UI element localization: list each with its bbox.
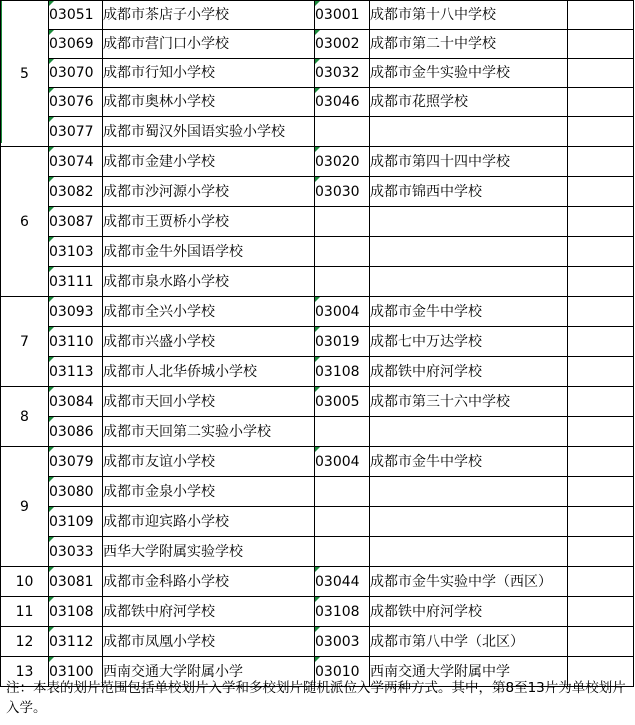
empty-cell[interactable]: [568, 327, 634, 357]
table-row: [1, 297, 634, 327]
table-row: [1, 177, 634, 207]
zone-number-cell[interactable]: 8: [1, 387, 49, 447]
empty-cell[interactable]: [568, 59, 634, 88]
empty-cell[interactable]: [568, 447, 634, 477]
empty-cell[interactable]: [568, 237, 634, 267]
primary-school-name-cell[interactable]: 成都市金泉小学校: [103, 477, 315, 507]
middle-school-code-cell[interactable]: 03010: [315, 657, 370, 687]
primary-school-name-cell[interactable]: 成都市金科路小学校: [103, 567, 315, 597]
middle-school-code-cell[interactable]: [315, 207, 370, 237]
primary-school-code-cell[interactable]: 03069: [49, 30, 103, 59]
empty-cell[interactable]: [568, 177, 634, 207]
middle-school-name-cell[interactable]: 成都市第十八中学校: [370, 1, 568, 30]
primary-school-name-cell[interactable]: 成都市人北华侨城小学校: [103, 357, 315, 387]
middle-school-code-cell[interactable]: [315, 507, 370, 537]
zone-number-cell[interactable]: 13: [1, 657, 49, 687]
table-row: [1, 387, 634, 417]
middle-school-code-cell[interactable]: 03032: [315, 59, 370, 88]
primary-school-name-cell[interactable]: 西南交通大学附属小学: [103, 657, 315, 687]
table-footnote: 注：本表的划片范围包括单校划片入学和多校划片随机派位入学两种方式。其中，第8至13片为单校划片入学。: [6, 680, 626, 716]
table-row: [1, 447, 634, 477]
table-row: [1, 417, 634, 447]
table-row: [1, 1, 634, 30]
middle-school-code-cell[interactable]: [315, 117, 370, 147]
empty-cell[interactable]: [568, 88, 634, 117]
primary-school-name-cell[interactable]: 成都市行知小学校: [103, 59, 315, 88]
primary-school-name-cell[interactable]: 成都市天回小学校: [103, 387, 315, 417]
primary-school-name-cell[interactable]: 成都市蜀汉外国语实验小学校: [103, 117, 315, 147]
empty-cell[interactable]: [568, 207, 634, 237]
primary-school-code-cell[interactable]: 03076: [49, 88, 103, 117]
middle-school-name-cell[interactable]: 成都市第二十中学校: [370, 30, 568, 59]
primary-school-name-cell[interactable]: 成都市泉水路小学校: [103, 267, 315, 297]
middle-school-name-cell[interactable]: 成都铁中府河学校: [370, 597, 568, 627]
table-row: [1, 267, 634, 297]
middle-school-code-cell[interactable]: 03002: [315, 30, 370, 59]
empty-cell[interactable]: [568, 417, 634, 447]
primary-school-name-cell[interactable]: 成都市沙河源小学校: [103, 177, 315, 207]
primary-school-code-cell[interactable]: 03108: [49, 597, 103, 627]
middle-school-name-cell[interactable]: [370, 207, 568, 237]
primary-school-code-cell[interactable]: 03086: [49, 417, 103, 447]
primary-school-code-cell[interactable]: 03100: [49, 657, 103, 687]
primary-school-code-cell[interactable]: 03113: [49, 357, 103, 387]
primary-school-name-cell[interactable]: 成都市奥林小学校: [103, 88, 315, 117]
middle-school-name-cell[interactable]: 西南交通大学附属中学: [370, 657, 568, 687]
middle-school-name-cell[interactable]: [370, 237, 568, 267]
middle-school-name-cell[interactable]: 成都市第八中学（北区）: [370, 627, 568, 657]
primary-school-code-cell[interactable]: 03103: [49, 237, 103, 267]
empty-cell[interactable]: [568, 567, 634, 597]
primary-school-code-cell[interactable]: 03081: [49, 567, 103, 597]
primary-school-name-cell[interactable]: 成都市金牛外国语学校: [103, 237, 315, 267]
middle-school-code-cell[interactable]: 03019: [315, 327, 370, 357]
middle-school-name-cell[interactable]: 成都市花照学校: [370, 88, 568, 117]
primary-school-name-cell[interactable]: 成都市凤凰小学校: [103, 627, 315, 657]
table-row: [1, 207, 634, 237]
primary-school-name-cell[interactable]: 成都市全兴小学校: [103, 297, 315, 327]
middle-school-name-cell[interactable]: 成都市第四十四中学校: [370, 147, 568, 177]
empty-cell[interactable]: [568, 477, 634, 507]
empty-cell[interactable]: [568, 507, 634, 537]
table-row: [1, 357, 634, 387]
middle-school-name-cell[interactable]: [370, 477, 568, 507]
middle-school-name-cell[interactable]: 成都市金牛中学校: [370, 297, 568, 327]
middle-school-name-cell[interactable]: 成都市第三十六中学校: [370, 387, 568, 417]
primary-school-code-cell[interactable]: 03070: [49, 59, 103, 88]
empty-cell[interactable]: [568, 1, 634, 30]
primary-school-name-cell[interactable]: 成都市金建小学校: [103, 147, 315, 177]
empty-cell[interactable]: [568, 537, 634, 567]
primary-school-code-cell[interactable]: 03110: [49, 327, 103, 357]
middle-school-name-cell[interactable]: [370, 417, 568, 447]
zone-number-cell[interactable]: 9: [1, 447, 49, 567]
primary-school-name-cell[interactable]: 成都市茶店子小学校: [103, 1, 315, 30]
empty-cell[interactable]: [568, 627, 634, 657]
table-row: [1, 237, 634, 267]
table-row: [1, 30, 634, 59]
middle-school-code-cell[interactable]: [315, 477, 370, 507]
middle-school-code-cell[interactable]: [315, 537, 370, 567]
primary-school-code-cell[interactable]: 03033: [49, 537, 103, 567]
middle-school-name-cell[interactable]: 成都市金牛实验中学（西区）: [370, 567, 568, 597]
primary-school-name-cell[interactable]: 成都市王贾桥小学校: [103, 207, 315, 237]
middle-school-name-cell[interactable]: 成都市锦西中学校: [370, 177, 568, 207]
primary-school-code-cell[interactable]: 03082: [49, 177, 103, 207]
zone-number-cell[interactable]: 6: [1, 147, 49, 297]
middle-school-code-cell[interactable]: 03108: [315, 597, 370, 627]
table-row: [1, 567, 634, 597]
middle-school-code-cell[interactable]: 03005: [315, 387, 370, 417]
zone-number-cell[interactable]: 10: [1, 567, 49, 597]
empty-cell[interactable]: [568, 597, 634, 627]
primary-school-code-cell[interactable]: 03112: [49, 627, 103, 657]
table-row: [1, 627, 634, 657]
middle-school-name-cell[interactable]: [370, 117, 568, 147]
middle-school-name-cell[interactable]: 成都市金牛实验中学校: [370, 59, 568, 88]
primary-school-name-cell[interactable]: 西华大学附属实验学校: [103, 537, 315, 567]
primary-school-code-cell[interactable]: 03084: [49, 387, 103, 417]
primary-school-name-cell[interactable]: 成都市兴盛小学校: [103, 327, 315, 357]
primary-school-name-cell[interactable]: 成都铁中府河学校: [103, 597, 315, 627]
middle-school-name-cell[interactable]: 成都铁中府河学校: [370, 357, 568, 387]
middle-school-code-cell[interactable]: [315, 237, 370, 267]
primary-school-code-cell[interactable]: 03079: [49, 447, 103, 477]
middle-school-name-cell[interactable]: [370, 267, 568, 297]
middle-school-code-cell[interactable]: 03004: [315, 297, 370, 327]
primary-school-name-cell[interactable]: 成都市天回第二实验小学校: [103, 417, 315, 447]
primary-school-code-cell[interactable]: 03111: [49, 267, 103, 297]
empty-cell[interactable]: [568, 297, 634, 327]
zone-number-cell[interactable]: 11: [1, 597, 49, 627]
middle-school-code-cell[interactable]: 03108: [315, 357, 370, 387]
middle-school-code-cell[interactable]: [315, 417, 370, 447]
table-row: [1, 147, 634, 177]
empty-cell[interactable]: [568, 117, 634, 147]
primary-school-code-cell[interactable]: 03109: [49, 507, 103, 537]
empty-cell[interactable]: [568, 387, 634, 417]
middle-school-code-cell[interactable]: 03020: [315, 147, 370, 177]
middle-school-name-cell[interactable]: [370, 537, 568, 567]
empty-cell[interactable]: [568, 147, 634, 177]
middle-school-code-cell[interactable]: [315, 267, 370, 297]
table-row: [1, 117, 634, 147]
table-row: [1, 477, 634, 507]
middle-school-code-cell[interactable]: 03030: [315, 177, 370, 207]
primary-school-code-cell[interactable]: 03051: [49, 1, 103, 30]
table-row: [1, 88, 634, 117]
primary-school-code-cell[interactable]: 03080: [49, 477, 103, 507]
empty-cell[interactable]: [568, 357, 634, 387]
zone-number-cell[interactable]: 5: [1, 1, 49, 147]
table-row: [1, 597, 634, 627]
empty-cell[interactable]: [568, 267, 634, 297]
middle-school-code-cell[interactable]: 03044: [315, 567, 370, 597]
zone-number-cell[interactable]: 7: [1, 297, 49, 387]
middle-school-code-cell[interactable]: 03004: [315, 447, 370, 477]
primary-school-code-cell[interactable]: 03087: [49, 207, 103, 237]
primary-school-code-cell[interactable]: 03077: [49, 117, 103, 147]
primary-school-code-cell[interactable]: 03074: [49, 147, 103, 177]
middle-school-name-cell[interactable]: 成都七中万达学校: [370, 327, 568, 357]
primary-school-name-cell[interactable]: 成都市营门口小学校: [103, 30, 315, 59]
table-row: [1, 59, 634, 88]
middle-school-code-cell[interactable]: 03003: [315, 627, 370, 657]
middle-school-code-cell[interactable]: 03001: [315, 1, 370, 30]
middle-school-name-cell[interactable]: [370, 507, 568, 537]
middle-school-name-cell[interactable]: 成都市金牛中学校: [370, 447, 568, 477]
table-row: [1, 507, 634, 537]
zone-number-cell[interactable]: 12: [1, 627, 49, 657]
primary-school-code-cell[interactable]: 03093: [49, 297, 103, 327]
table-row: [1, 327, 634, 357]
empty-cell[interactable]: [568, 30, 634, 59]
primary-school-name-cell[interactable]: 成都市迎宾路小学校: [103, 507, 315, 537]
table-row: [1, 537, 634, 567]
primary-school-name-cell[interactable]: 成都市友谊小学校: [103, 447, 315, 477]
middle-school-code-cell[interactable]: 03046: [315, 88, 370, 117]
